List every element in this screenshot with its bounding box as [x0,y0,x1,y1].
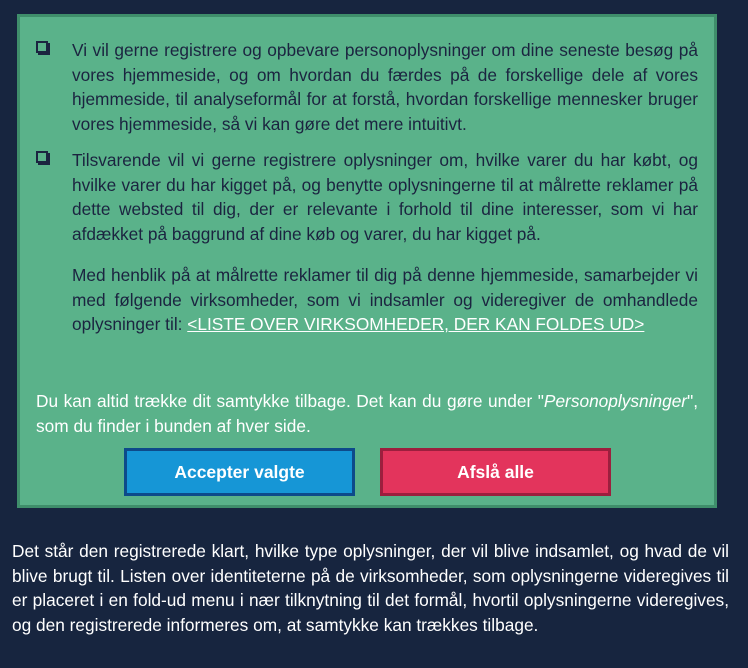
consent-item-analytics[interactable] [36,38,698,136]
consent-item-ads[interactable] [36,148,698,246]
reject-all-button[interactable]: Afslå alle [380,448,611,496]
partners-list-link[interactable]: <LISTE OVER VIRKSOMHEDER, DER KAN FOLDES UD> [187,314,645,335]
checkbox-icon[interactable] [36,151,48,163]
checkbox-icon[interactable] [36,41,48,53]
partners-text: Med henblik på at målrette reklamer til dig på denne hjemmeside, samarbejder vi med følgende virksomheder, som vi indsamler og videregiver de omhandlede oplysninger til: [72,265,698,335]
accept-selected-button[interactable]: Accepter valgte [124,448,355,496]
withdraw-emphasis: Personoplysninger [543,391,688,411]
consent-item-analytics-text: Vi vil gerne registrere og opbevare personoplysninger om dine seneste besøg på vores hjemmeside, og om hvordan du færdes på de forskellige dele af vores hjemmeside, til analyseformål for at forstå, hvordan forskellige mennesker bruger vores hjemmeside, så vi kan gøre det mere intuitivt. [72,40,698,134]
withdraw-suffix: ", som du finder i bunden af hver side. [36,391,698,436]
explanation-text: Det står den registrerede klart, hvilke type oplysninger, der vil blive indsamlet, og hvad de vil blive brugt til. Listen over identiteterne på de virksomheder, som oplysningerne videregives til er placeret i en fold-ud menu i nær tilknytning til det formål, hvortil oplysningerne videregives, og den registrerede informeres om, at samtykke kan trækkes tilbage. [12,541,729,635]
withdraw-prefix: Du kan altid trække dit samtykke tilbage. Det kan du gøre under " [36,391,544,411]
partners-paragraph [72,263,698,337]
withdraw-note [36,389,698,438]
consent-panel [17,14,717,508]
consent-item-ads-text: Tilsvarende vil vi gerne registrere oplysninger om, hvilke varer du har købt, og hvilke varer du har kigget på, og benytte oplysningerne til at målrette reklamer på dette websted til dig, der er relevante i forhold til dine interesser, som vi har afdækket på baggrund af dine køb og varer, du har kigget på. [72,150,698,244]
